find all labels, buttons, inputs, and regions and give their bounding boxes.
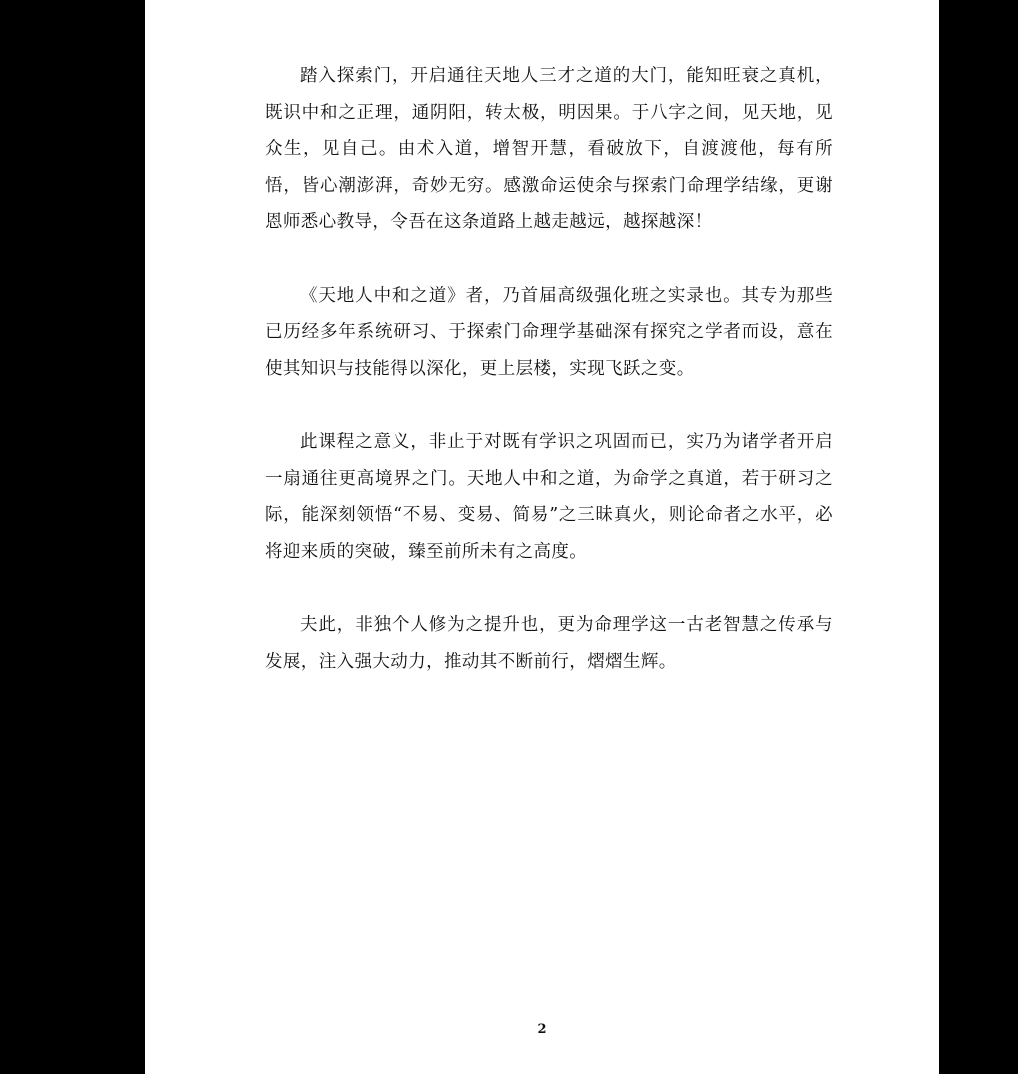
paragraph-4: 夫此，非独个人修为之提升也，更为命理学这一古老智慧之传承与发展，注入强大动力，推动其不断前行，熠熠生辉。 [265, 615, 833, 672]
paragraph-1: 踏入探索门，开启通往天地人三才之道的大门，能知旺衰之真机，既识中和之正理，通阴阳，转太极，明因果。于八字之间，见天地，见众生，见自己。由术入道，增智开慧，看破放下，自渡渡他，每有所悟，皆心潮澎湃，奇妙无穷。感激命运使余与探索门命理学结缘，更谢恩师悉心教导，令吾在这条道路上越走越远，越探越深！ [265, 66, 833, 232]
paragraph-3: 此课程之意义，非止于对既有学识之巩固而已，实乃为诸学者开启一扇通往更高境界之门。天地人中和之道，为命学之真道，若于研习之际，能深刻领悟“不易、变易、简易”之三昧真火，则论命者之水平，必将迎来质的突破，臻至前所未有之高度。 [265, 432, 833, 562]
page-number: 2 [537, 1022, 547, 1037]
paragraph-2: 《天地人中和之道》者，乃首届高级强化班之实录也。其专为那些已历经多年系统研习、于探索门命理学基础深有探究之学者而设，意在使其知识与技能得以深化，更上层楼，实现飞跃之变。 [265, 285, 833, 379]
page-body [265, 58, 833, 717]
document-page [145, 0, 939, 1074]
